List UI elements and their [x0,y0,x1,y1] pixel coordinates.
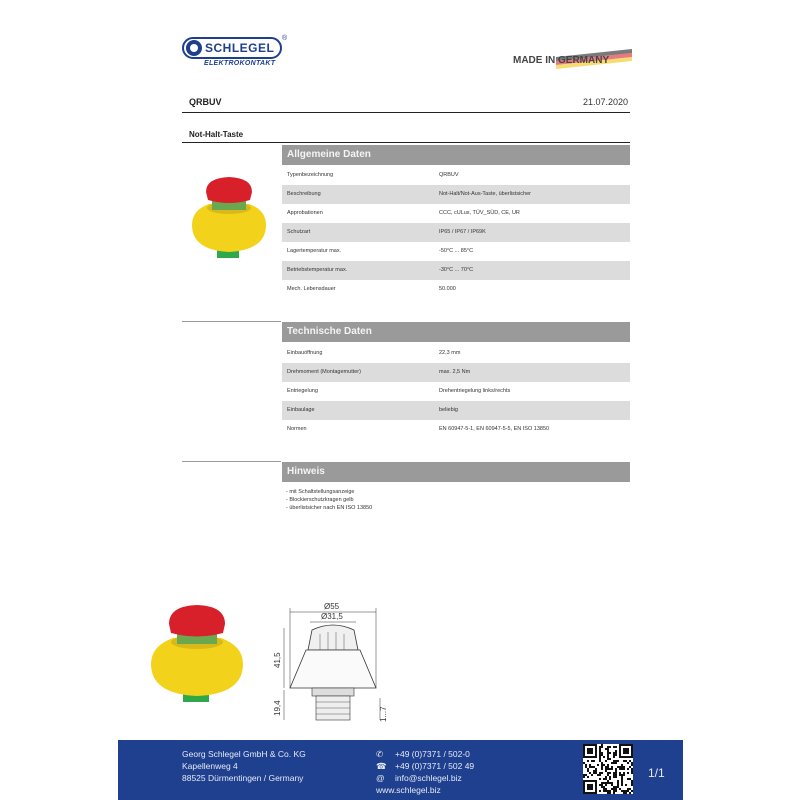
page-number: 1/1 [648,766,665,780]
emergency-stop-image [184,170,274,265]
table-row: Einbaulage beliebig [282,401,630,420]
table-row: Typenbezeichnung QRBUV [287,172,459,178]
logo-registered: ® [282,35,288,42]
table-row: Approbationen CCC, cULus, TÜV_SÜD, CE, UR [287,210,520,216]
logo-oval [182,37,282,59]
logo-mark-icon [186,40,202,56]
phone-icon: ✆ [376,749,384,759]
emergency-stop-photo [145,598,250,708]
section-divider [182,461,281,462]
footer-email[interactable]: info@schlegel.biz [395,773,462,783]
table-row: Mech. Lebensdauer 50.000 [287,286,456,292]
table-row: Entriegelung Drehentriegelung links/rechts [287,388,511,394]
made-in-germany: MADE IN GERMANY [513,55,610,66]
note-item: - mit Schaltstellungsanzeige [286,489,355,495]
table-row: Drehmoment (Montagemutter) max. 2,5 Nm [282,363,630,382]
title-rule [182,142,630,143]
footer-city: 88525 Dürmentingen / Germany [182,773,304,783]
footer-phone: +49 (0)7371 / 502-0 [395,749,470,759]
dim-height-top: 41,5 [273,652,282,668]
dim-height-bottom: 19,4 [273,700,282,716]
table-row: Betriebstemperatur max. -30°C ... 70°C [282,261,630,280]
schlegel-logo [182,37,292,71]
note-item: - Blockierschutzkragen gelb [286,497,354,503]
product-code: QRBUV [189,97,222,107]
qr-code-icon [583,744,633,794]
table-row: Einbauöffnung 22,3 mm [287,350,461,356]
table-row: Normen EN 60947-5-1, EN 60947-5-5, EN ISO 13850 [287,426,550,432]
dim-inner-diameter: Ø31,5 [321,612,343,621]
table-row: Beschreibung Not-Halt/Not-Aus-Taste, überlistsicher [282,185,630,204]
dim-outer-diameter: Ø55 [324,602,340,611]
footer-company: Georg Schlegel GmbH & Co. KG [182,749,306,759]
table-row: Lagertemperatur max. -50°C ... 85°C [287,248,474,254]
logo-subtitle: ELEKTROKONTAKT [204,60,276,67]
footer-fax: +49 (0)7371 / 502 49 [395,761,475,771]
footer-web[interactable]: www.schlegel.biz [376,785,441,795]
fax-icon: ☎ [376,761,387,771]
logo-name: SCHLEGEL [205,41,275,55]
section-technical-title: Technische Daten [282,322,630,342]
note-item: - überlistsicher nach EN ISO 13850 [286,505,373,511]
section-divider [182,321,281,322]
table-row: Schutzart IP65 / IP67 / IP69K [282,223,630,242]
document-date: 21.07.2020 [582,97,628,107]
section-notes-title: Hinweis [282,462,630,482]
dim-panel-thickness: 1...7 [379,706,388,722]
footer-street: Kapellenweg 4 [182,761,238,771]
email-icon: @ [376,773,385,783]
section-general-title: Allgemeine Daten [282,145,630,165]
dimension-drawing [272,598,390,730]
product-name: Not-Halt-Taste [189,130,244,139]
header-rule [182,112,630,113]
